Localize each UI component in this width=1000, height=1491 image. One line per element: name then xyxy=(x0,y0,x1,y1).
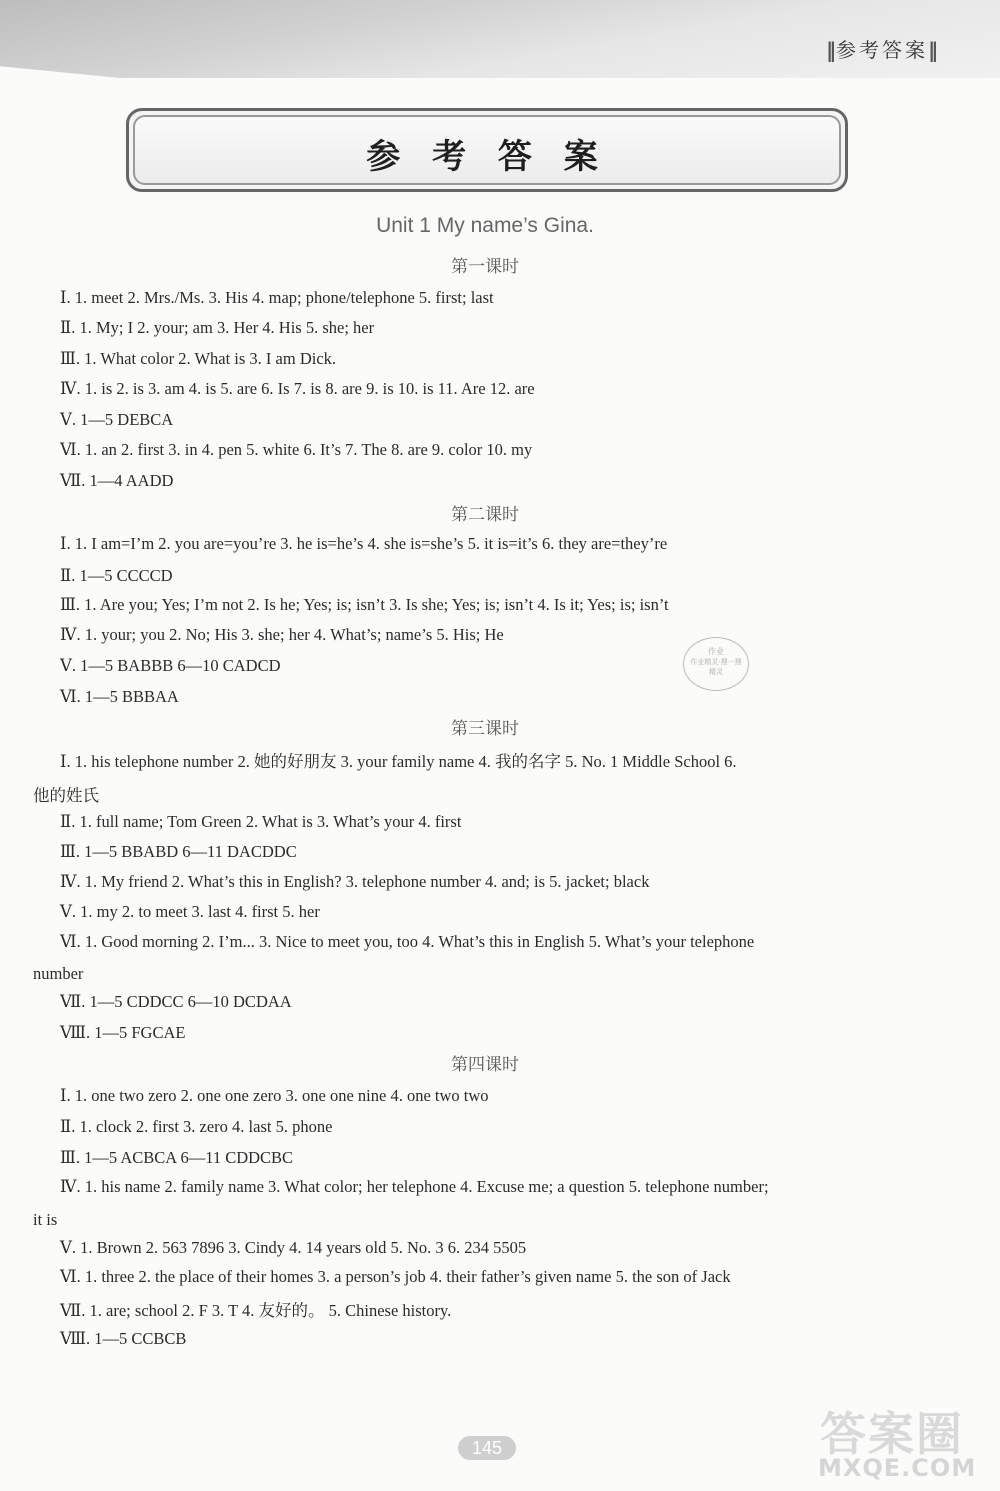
watermark-url: MXQE.COM xyxy=(818,1454,977,1482)
lesson-heading: 第四课时 xyxy=(451,1055,519,1075)
answer-line: Ⅶ. 1—5 CDDCC 6—10 DCDAA xyxy=(60,992,292,1011)
answer-line: Ⅴ. 1. my 2. to meet 3. last 4. first 5. her xyxy=(60,902,320,921)
answer-line: Ⅰ. 1. meet 2. Mrs./Ms. 3. His 4. map; phone/telephone 5. first; last xyxy=(60,288,494,307)
answer-line: Ⅲ. 1. What color 2. What is 3. I am Dick. xyxy=(60,349,337,368)
unit-title: Unit 1 My name’s Gina. xyxy=(376,214,594,237)
title-frame xyxy=(126,108,848,192)
answer-line: Ⅱ. 1. My; I 2. your; am 3. Her 4. His 5. she; her xyxy=(60,318,375,337)
answer-line: Ⅵ. 1—5 BBBAA xyxy=(60,687,179,706)
answer-line: Ⅰ. 1. one two zero 2. one one zero 3. one one nine 4. one two two xyxy=(60,1086,489,1105)
lesson-heading: 第二课时 xyxy=(451,505,519,525)
stamp-icon: 作业 作业精灵·搜一搜 精灵 xyxy=(683,637,749,691)
answer-line: it is xyxy=(33,1210,58,1229)
answer-line: Ⅲ. 1—5 BBABD 6—11 DACDDC xyxy=(60,842,297,861)
answer-line: Ⅱ. 1—5 CCCCD xyxy=(60,566,173,585)
answer-line: Ⅴ. 1—5 DEBCA xyxy=(60,410,174,429)
lesson-heading: 第一课时 xyxy=(451,257,519,277)
answer-line: Ⅱ. 1. clock 2. first 3. zero 4. last 5. phone xyxy=(60,1117,333,1136)
answer-line: Ⅳ. 1. My friend 2. What’s this in English? 3. telephone number 4. and; is 5. jacket; black xyxy=(60,872,650,891)
answer-line: Ⅰ. 1. his telephone number 2. 她的好朋友 3. your family name 4. 我的名字 5. No. 1 Middle School 6. xyxy=(60,752,737,771)
page-number: 145 xyxy=(458,1436,516,1460)
answer-line: Ⅴ. 1—5 BABBB 6—10 CADCD xyxy=(60,656,281,675)
answer-line: Ⅷ. 1—5 CCBCB xyxy=(60,1329,187,1348)
answer-line: Ⅴ. 1. Brown 2. 563 7896 3. Cindy 4. 14 years old 5. No. 3 6. 234 5505 xyxy=(60,1238,527,1257)
answer-line: Ⅵ. 1. Good morning 2. I’m... 3. Nice to meet you, too 4. What’s this in English 5. What’s your telephone xyxy=(60,932,755,951)
answer-line: Ⅶ. 1—4 AADD xyxy=(60,471,174,490)
answer-line: Ⅶ. 1. are; school 2. F 3. T 4. 友好的。 5. Chinese history. xyxy=(60,1301,452,1320)
page-title: 参 考 答 案 xyxy=(366,137,608,177)
answer-line: Ⅳ. 1. is 2. is 3. am 4. is 5. are 6. Is 7. is 8. are 9. is 10. is 11. Are 12. are xyxy=(60,379,535,398)
answer-line: 他的姓氏 xyxy=(33,786,99,805)
header-label: ‖参考答案‖ xyxy=(826,38,938,62)
answer-line: Ⅰ. 1. I am=I’m 2. you are=you’re 3. he is=he’s 4. she is=she’s 5. it is=it’s 6. they are=they’re xyxy=(60,534,668,553)
answer-line: Ⅳ. 1. his name 2. family name 3. What color; her telephone 4. Excuse me; a question 5. telephone number; xyxy=(60,1177,769,1196)
answer-line: Ⅲ. 1—5 ACBCA 6—11 CDDCBC xyxy=(60,1148,294,1167)
answer-line: Ⅲ. 1. Are you; Yes; I’m not 2. Is he; Yes; is; isn’t 3. Is she; Yes; is; isn’t 4. Is it; Yes; is; isn’t xyxy=(60,595,669,614)
lesson-heading: 第三课时 xyxy=(451,719,519,739)
answer-line: Ⅵ. 1. three 2. the place of their homes 3. a person’s job 4. their father’s given name 5. the son of Jack xyxy=(60,1267,731,1286)
answer-line: number xyxy=(33,964,84,983)
answer-line: Ⅱ. 1. full name; Tom Green 2. What is 3. What’s your 4. first xyxy=(60,812,462,831)
answer-line: Ⅷ. 1—5 FGCAE xyxy=(60,1023,186,1042)
answer-line: Ⅵ. 1. an 2. first 3. in 4. pen 5. white 6. It’s 7. The 8. are 9. color 10. my xyxy=(60,440,533,459)
answer-line: Ⅳ. 1. your; you 2. No; His 3. she; her 4. What’s; name’s 5. His; He xyxy=(60,625,504,644)
watermark-logo: 答案圈 xyxy=(820,1407,964,1461)
